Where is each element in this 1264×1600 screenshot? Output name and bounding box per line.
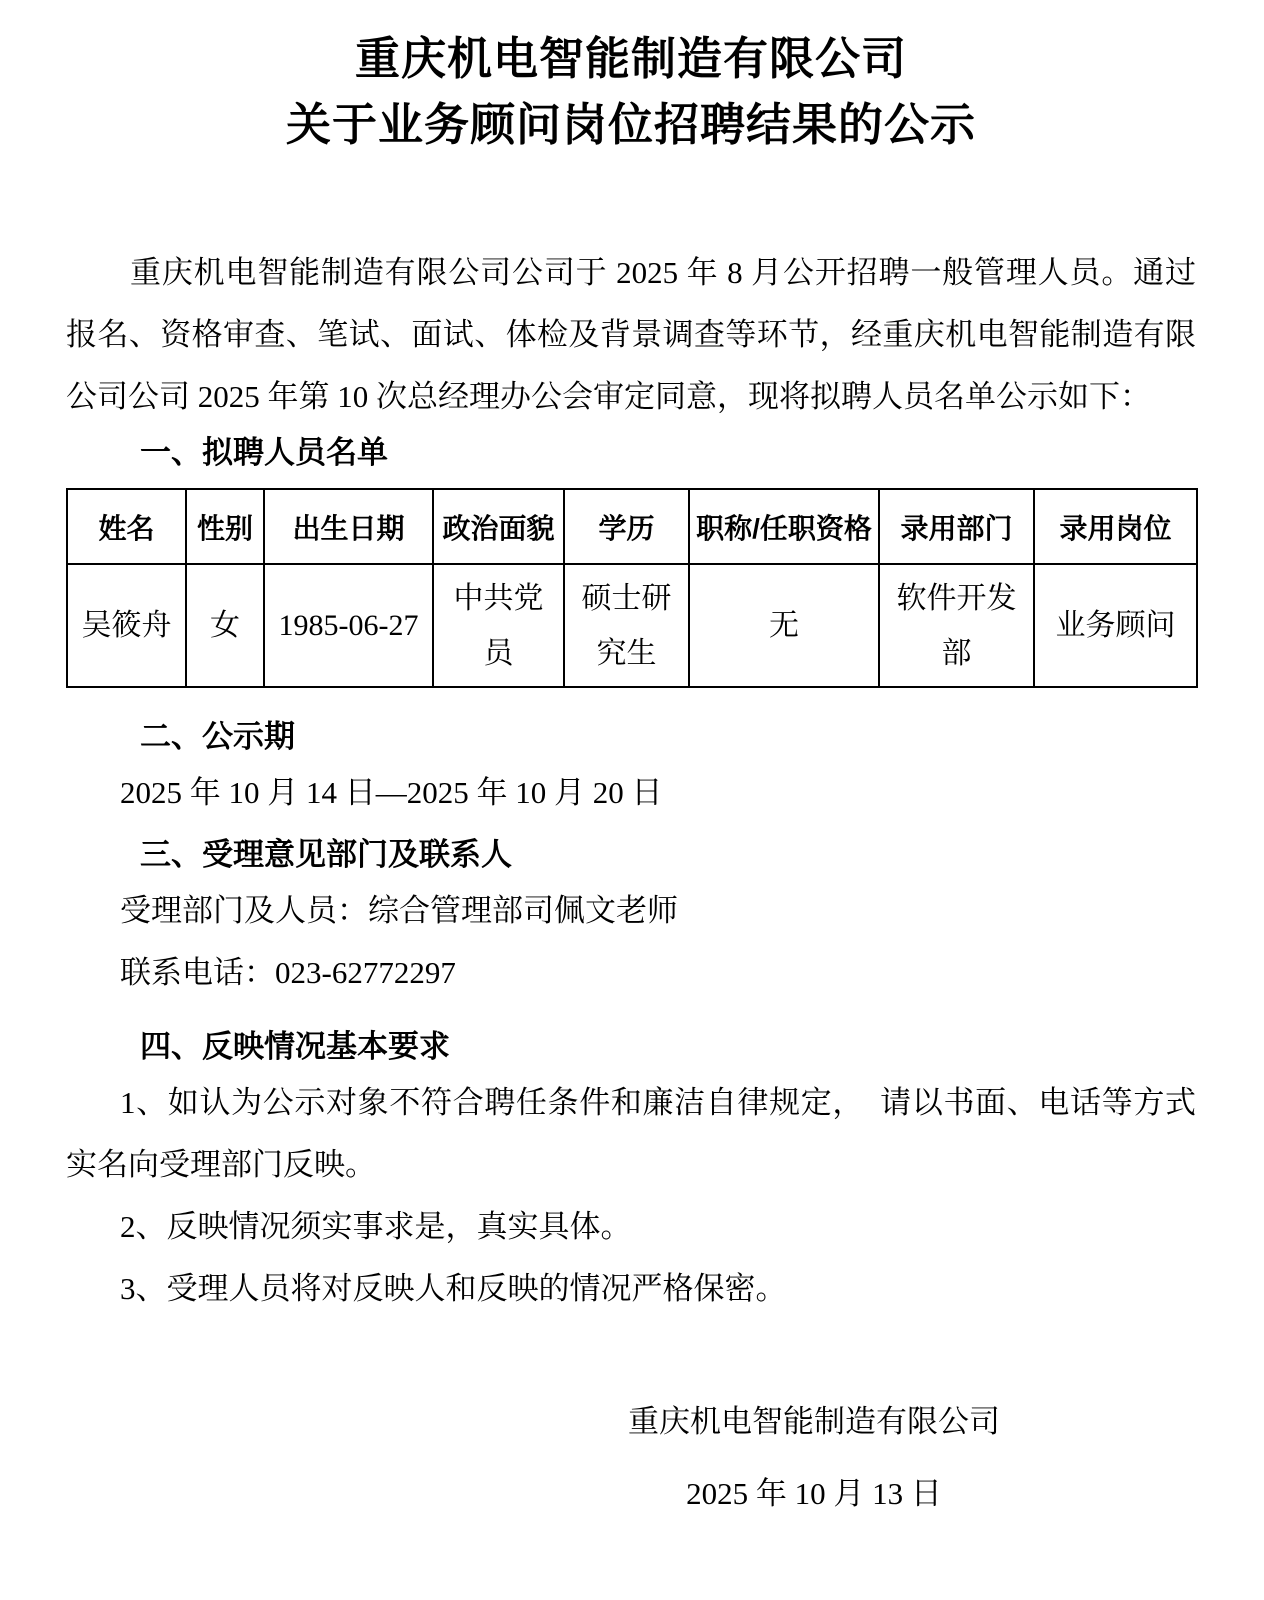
signature-date: 2025 年 10 月 13 日 (686, 1476, 942, 1511)
header-cell-political-status: 政治面貌 (433, 489, 564, 564)
signature-block (628, 1386, 1000, 1530)
contact-phone-line: 联系电话：023-62772297 (120, 955, 456, 990)
header-cell-position: 录用岗位 (1034, 489, 1197, 564)
cell-title-qualification: 无 (689, 564, 879, 687)
cell-political-status: 中共党员 (433, 564, 564, 687)
header-cell-name: 姓名 (67, 489, 186, 564)
requirement-item-2: 2、反映情况须实事求是，真实具体。 (120, 1209, 632, 1244)
intro-paragraph: 重庆机电智能制造有限公司公司于 2025 年 8 月公开招聘一般管理人员。通过报名、资格审查、笔试、面试、体检及背景调查等环节，经重庆机电智能制造有限公司公司 2025 年第 10 次总经理办公会审定同意，现将拟聘人员名单公示如下： (66, 255, 1196, 414)
publicity-period-text: 2025 年 10 月 14 日—2025 年 10 月 20 日 (120, 775, 663, 810)
section-heading-proposed-hires: 一、拟聘人员名单 (140, 435, 388, 470)
header-cell-title-qualification: 职称/任职资格 (689, 489, 879, 564)
header-cell-birthdate: 出生日期 (264, 489, 433, 564)
requirement-item-3: 3、受理人员将对反映人和反映的情况严格保密。 (120, 1271, 787, 1306)
document-title-line1: 重庆机电智能制造有限公司 (354, 34, 907, 84)
section-heading-contact: 三、受理意见部门及联系人 (140, 837, 512, 872)
cell-name: 吴筱舟 (67, 564, 186, 687)
header-cell-department: 录用部门 (879, 489, 1034, 564)
hire-table-data-row (67, 564, 1197, 687)
hire-table (66, 488, 1198, 688)
cell-department: 软件开发部 (879, 564, 1034, 687)
requirement-item-1: 1、如认为公示对象不符合聘任条件和廉洁自律规定， 请以书面、电话等方式实名向受理部门反映。 (66, 1085, 1196, 1182)
hire-table-header-row (67, 489, 1197, 564)
section-heading-requirements: 四、反映情况基本要求 (140, 1029, 450, 1064)
header-cell-education: 学历 (564, 489, 689, 564)
header-cell-gender: 性别 (186, 489, 264, 564)
cell-gender: 女 (186, 564, 264, 687)
cell-education: 硕士研究生 (564, 564, 689, 687)
cell-position: 业务顾问 (1034, 564, 1197, 687)
signature-company: 重庆机电智能制造有限公司 (628, 1404, 1000, 1439)
contact-department-line: 受理部门及人员：综合管理部司佩文老师 (120, 893, 678, 928)
document-title (66, 26, 1196, 158)
section-heading-publicity-period: 二、公示期 (140, 719, 295, 754)
cell-birthdate: 1985-06-27 (264, 564, 433, 687)
document-title-line2: 关于业务顾问岗位招聘结果的公示 (285, 100, 976, 150)
